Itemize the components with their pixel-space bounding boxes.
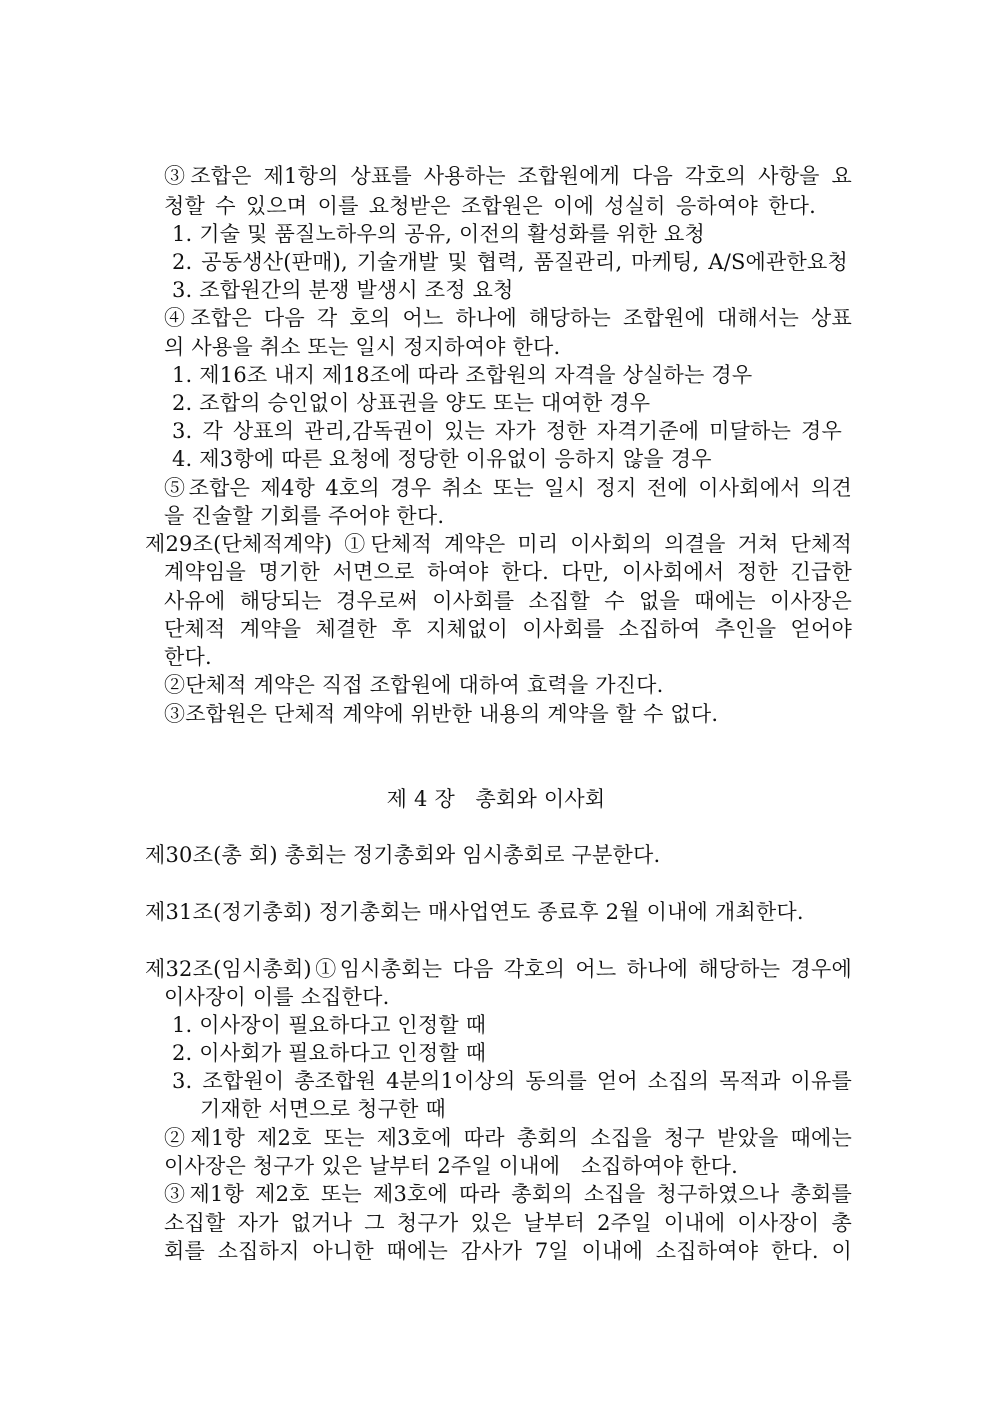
article-32: 제32조(임시총회)①임시총회는 다음 각호의 어느 하나에 해당하는 경우에	[145, 957, 852, 981]
text-line: ④조합은 다음 각 호의 어느 하나에 해당하는 조합원에 대해서는 상표	[164, 306, 852, 330]
text-line: 의 사용을 취소 또는 일시 정지하여야 한다.	[164, 335, 561, 359]
text-line: 1. 기술 및 품질노하우의 공유, 이전의 활성화를 위한 요청	[172, 222, 706, 246]
text-line: 3. 조합원간의 분쟁 발생시 조정 요청	[172, 278, 514, 302]
text-line: ③조합원은 단체적 계약에 위반한 내용의 계약을 할 수 없다.	[164, 702, 719, 726]
text-line: 청할 수 있으며 이를 요청받은 조합원은 이에 성실히 응하여야 한다.	[164, 194, 816, 218]
text-line: 1. 제16조 내지 제18조에 따라 조합원의 자격을 상실하는 경우	[172, 363, 753, 387]
text-line: 1. 이사장이 필요하다고 인정할 때	[172, 1013, 487, 1037]
text-line: 이사장은 청구가 있은 날부터 2주일 이내에 소집하여야 한다.	[164, 1154, 738, 1178]
text-line: 기재한 서면으로 청구한 때	[200, 1097, 446, 1121]
text-line: 3. 조합원이 총조합원 4분의1이상의 동의를 얻어 소집의 목적과 이유를	[172, 1069, 852, 1093]
text-line: ③제1항 제2호 또는 제3호에 따라 총회의 소집을 청구하였으나 총회를	[164, 1182, 852, 1206]
text-line: 계약임을 명기한 서면으로 하여야 한다. 다만, 이사회에서 정한 긴급한	[164, 560, 852, 584]
text-line: ③조합은 제1항의 상표를 사용하는 조합원에게 다음 각호의 사항을 요	[164, 164, 852, 188]
text-line: 2. 이사회가 필요하다고 인정할 때	[172, 1041, 487, 1065]
text-line: 회를 소집하지 아니한 때에는 감사가 7일 이내에 소집하여야 한다. 이	[164, 1239, 852, 1263]
text-line: 2. 조합의 승인없이 상표권을 양도 또는 대여한 경우	[172, 391, 651, 415]
text-line: ⑤조합은 제4항 4호의 경우 취소 또는 일시 정지 전에 이사회에서 의견	[164, 476, 852, 500]
chapter-title: 제 4 장 총회와 이사회	[386, 787, 606, 811]
text-line: ②단체적 계약은 직접 조합원에 대하여 효력을 가진다.	[164, 673, 664, 697]
article-31: 제31조(정기총회) 정기총회는 매사업연도 종료후 2월 이내에 개최한다.	[145, 900, 804, 924]
text-line: 4. 제3항에 따른 요청에 정당한 이유없이 응하지 않을 경우	[172, 447, 712, 471]
text-line: 한다.	[164, 645, 212, 669]
text-line: 이사장이 이를 소집한다.	[164, 985, 390, 1009]
text-line: 2. 공동생산(판매), 기술개발 및 협력, 품질관리, 마케팅, A/S에관한요청	[172, 250, 848, 274]
text-line: 3. 각 상표의 관리,감독권이 있는 자가 정한 자격기준에 미달하는 경우	[172, 419, 842, 443]
text-line: ②제1항 제2호 또는 제3호에 따라 총회의 소집을 청구 받았을 때에는	[164, 1126, 852, 1150]
article-29: 제29조(단체적계약) ①단체적 계약은 미리 이사회의 의결을 거쳐 단체적	[145, 532, 852, 556]
text-line: 사유에 해당되는 경우로써 이사회를 소집할 수 없을 때에는 이사장은	[164, 589, 852, 613]
text-line: 을 진술할 기회를 주어야 한다.	[164, 504, 445, 528]
text-line: 소집할 자가 없거나 그 청구가 있은 날부터 2주일 이내에 이사장이 총	[164, 1211, 852, 1235]
text-line: 단체적 계약을 체결한 후 지체없이 이사회를 소집하여 추인을 얻어야	[164, 617, 852, 641]
article-30: 제30조(총 회) 총회는 정기총회와 임시총회로 구분한다.	[145, 843, 661, 867]
